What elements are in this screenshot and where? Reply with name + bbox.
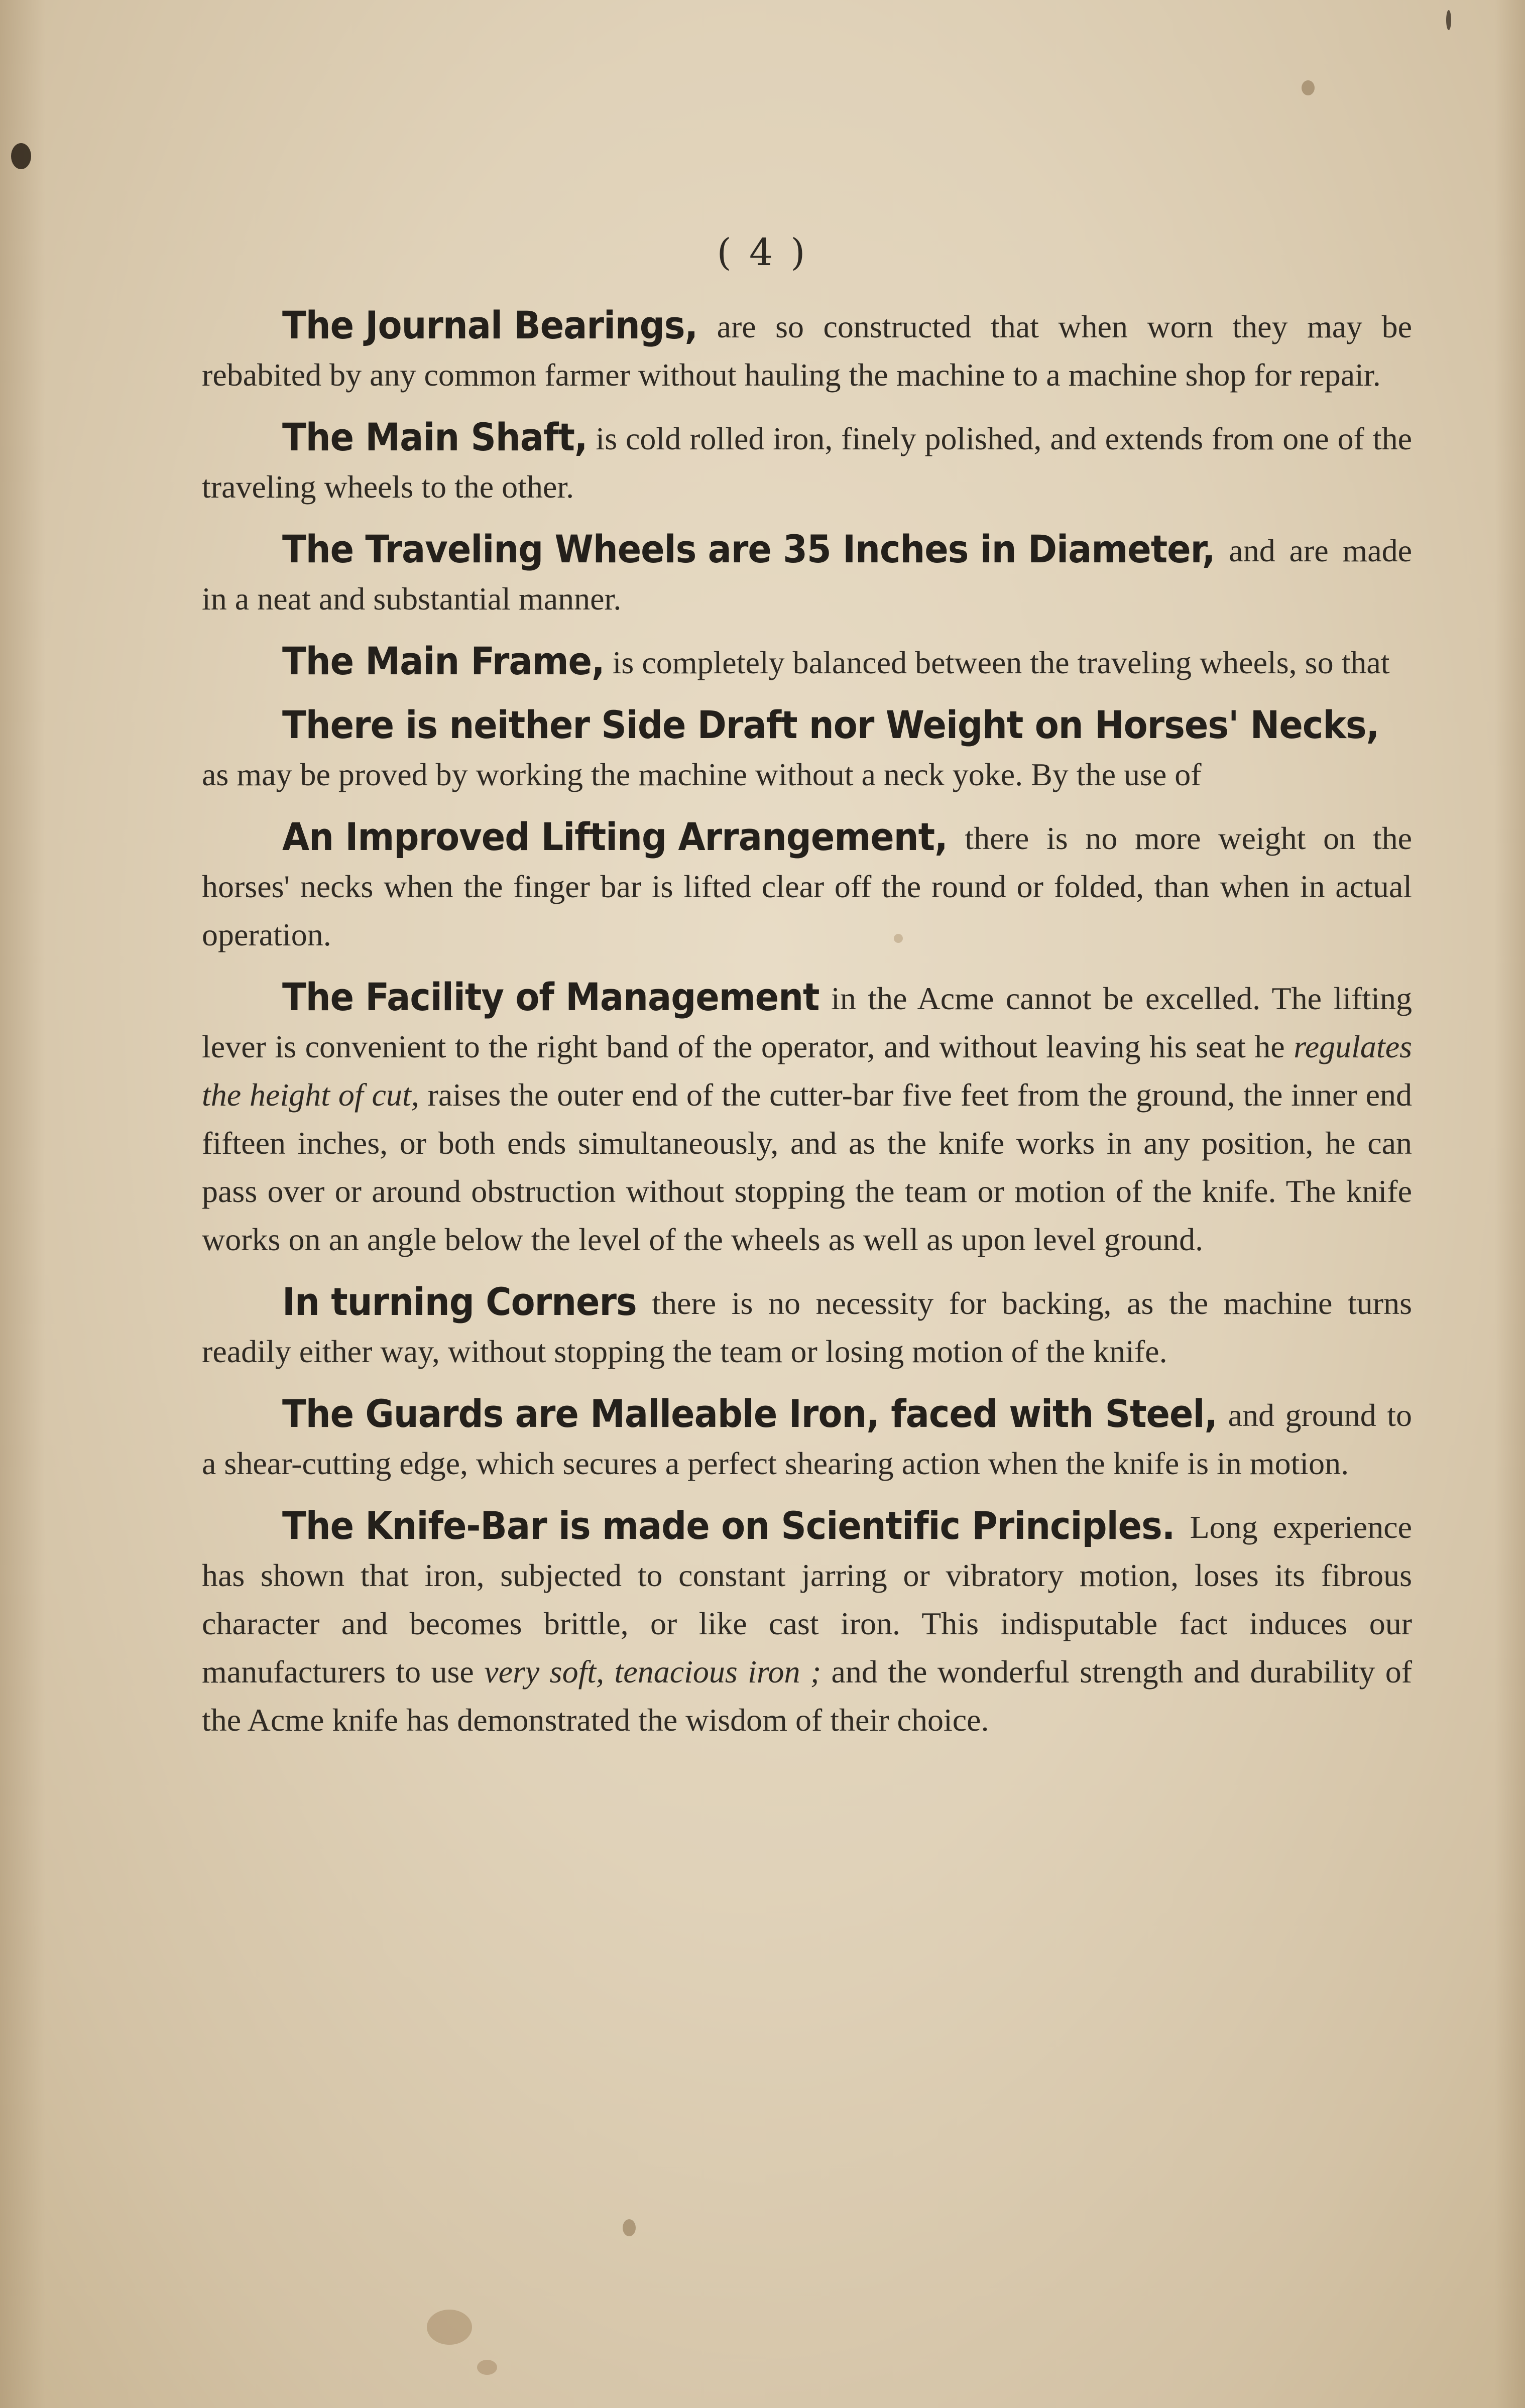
paragraph-body: Long experience has shown that iron, subjected to constant jarring or vibratory motion, loses its fibrous character and becomes brittle, or like cast iron. This indisputable fact induces our manufacturers to use: [202, 1509, 1412, 1690]
paragraph-traveling-wheels: [202, 525, 1412, 623]
paragraph-facility-of-management: [202, 973, 1412, 1264]
foxing-spot: [1302, 80, 1315, 95]
paragraph-body: there is no necessity for backing, as the machine turns readily either way, without stopping the team or losing motion of the knife.: [202, 1285, 1412, 1369]
paragraph-body: and the wonderful strength and durability of the Acme knife has demonstrated the wisdom of their choice.: [202, 1654, 1413, 1738]
paragraph-heading: The Facility of Management: [282, 975, 819, 1020]
paragraph-knife-bar: [202, 1502, 1412, 1744]
body-text: [202, 301, 1412, 1758]
foxing-spot: [477, 2360, 497, 2375]
paragraph-heading: In turning Corners: [282, 1279, 637, 1325]
foxing-spot: [427, 2310, 472, 2345]
paragraph-main-frame: [202, 637, 1412, 687]
paragraph-body: is cold rolled iron, finely polished, and extends from one of the traveling wheels to the other.: [202, 421, 1412, 505]
paragraph-body: as may be proved by working the machine without a neck yoke. By the use of: [202, 757, 1202, 792]
paragraph-heading: The Traveling Wheels are 35 Inches in Diameter,: [282, 527, 1215, 572]
paragraph-italic-phrase: very soft, tenacious iron ;: [484, 1654, 822, 1690]
ink-spot: [11, 143, 31, 169]
paragraph-turning-corners: [202, 1278, 1412, 1376]
paragraph-lifting-arrangement: [202, 813, 1412, 959]
page-number: ( 4 ): [717, 231, 808, 274]
paragraph-heading: An Improved Lifting Arrangement,: [282, 814, 948, 860]
paragraph-body: and are made in a neat and substantial manner.: [202, 533, 1412, 617]
paragraph-body: in the Acme cannot be excelled. The lifting lever is convenient to the right band of the operator, and without leaving his seat he: [202, 981, 1412, 1064]
paragraph-side-draft: [202, 701, 1412, 799]
paragraph-body: is completely balanced between the traveling wheels, so that: [604, 645, 1390, 680]
paragraph-italic-phrase: regulates the height of cut,: [202, 1029, 1412, 1113]
paragraph-body: are so constructed that when worn they may be rebabited by any common farmer without hauling the machine to a machine shop for repair.: [202, 309, 1412, 393]
page-edge-shadow-right: [1495, 0, 1525, 2408]
foxing-spot: [623, 2219, 636, 2236]
paragraph-heading: The Main Shaft,: [282, 415, 588, 460]
paragraph-body: and ground to a shear-cutting edge, which secures a perfect shearing action when the knife is in motion.: [202, 1397, 1412, 1481]
paragraph-main-shaft: [202, 413, 1412, 511]
paragraph-heading: The Journal Bearings,: [282, 303, 698, 348]
paragraph-heading: The Main Frame,: [282, 639, 605, 684]
paragraph-heading: The Knife-Bar is made on Scientific Principles.: [282, 1503, 1175, 1548]
paragraph-body: there is no more weight on the horses' necks when the finger bar is lifted clear off the round or folded, than when in actual operation.: [202, 820, 1412, 952]
paragraph-journal-bearings: [202, 301, 1412, 399]
paragraph-guards: [202, 1390, 1412, 1488]
page-edge-shadow-left: [0, 0, 45, 2408]
foxing-spot: [1446, 10, 1451, 30]
paragraph-heading: The Guards are Malleable Iron, faced with Steel,: [282, 1391, 1218, 1436]
paragraph-body: raises the outer end of the cutter-bar five feet from the ground, the inner end fifteen inches, or both ends simultaneously, and as the knife works in any position, he can pass over or around obstruction without stopping the team or motion of the knife. The knife works on an angle below the level of the wheels as well as upon level ground.: [202, 1077, 1413, 1257]
paragraph-heading: There is neither Side Draft nor Weight on Horses' Necks,: [282, 702, 1379, 748]
